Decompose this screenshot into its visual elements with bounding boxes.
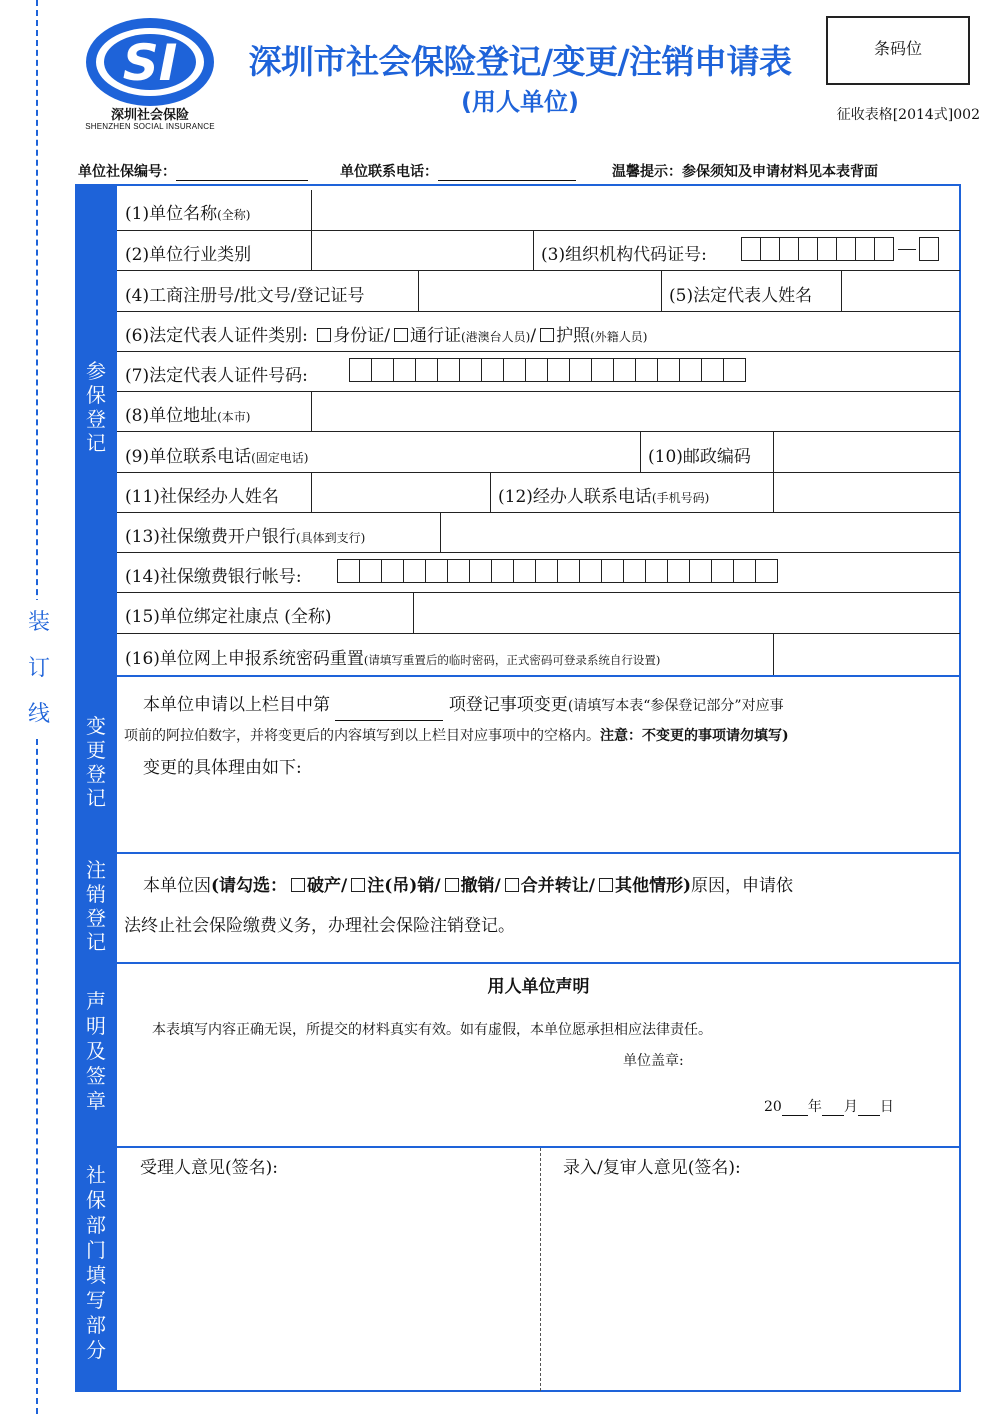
page-subtitle: (用人单位) — [461, 88, 579, 116]
section-label-char: 及 — [86, 1039, 106, 1063]
change-line-2 — [124, 720, 789, 751]
col-line — [311, 391, 312, 431]
field-industry-input[interactable] — [313, 232, 532, 269]
change-note: (请填写本表“参保登记部分”对应事 — [567, 698, 784, 714]
checkbox-other[interactable] — [599, 878, 613, 892]
row-line — [117, 472, 960, 473]
section-divider — [75, 675, 961, 677]
field-clinic-input[interactable] — [415, 594, 958, 632]
section-bar-cancel — [75, 853, 117, 963]
field-address-input[interactable] — [313, 393, 958, 430]
barcode-box: 条码位 — [826, 16, 970, 85]
change-reason-label: 变更的具体理由如下: — [143, 758, 302, 778]
section-bar-dept — [75, 1147, 117, 1392]
field-id-type-label: (6)法定代表人证件类别: — [125, 326, 308, 346]
option-note: (港澳台人员) — [460, 330, 531, 344]
col-line — [413, 592, 414, 633]
section-label-char: 签 — [86, 1064, 106, 1088]
section-label-char: 部 — [86, 1213, 106, 1237]
change-warning: 注意：不变更的事项请勿填写) — [600, 728, 789, 744]
review-opinion-label: 录入/复审人意见(签名): — [563, 1158, 741, 1178]
checkbox-merger[interactable] — [505, 878, 519, 892]
field-org-code-label: (3)组织机构代码证号: — [541, 245, 707, 265]
field-password-input[interactable] — [775, 635, 958, 673]
col-line — [773, 472, 774, 512]
logo-chinese-name: 深圳社会保险 — [110, 108, 189, 123]
section-divider — [75, 852, 961, 854]
date-line: 20 年 月 日 — [764, 1099, 894, 1115]
field-unit-name-input[interactable] — [313, 192, 958, 229]
option-note: (外籍人员) — [590, 330, 648, 344]
row-line — [117, 270, 960, 271]
col-line — [440, 512, 441, 552]
char-boxes[interactable] — [338, 559, 778, 583]
char-boxes[interactable] — [920, 237, 939, 261]
field-legal-rep-input[interactable] — [843, 272, 958, 310]
checkbox-pass[interactable] — [394, 328, 408, 342]
binding-char: 装 — [27, 610, 50, 635]
section-label-char: 更 — [86, 738, 106, 762]
row-line — [117, 311, 960, 312]
field-clinic-label: (15)单位绑定社康点 (全称) — [125, 607, 332, 627]
change-line-1 — [143, 690, 784, 721]
section-label-char: 部 — [86, 1313, 106, 1337]
section-label-char: 记 — [86, 786, 106, 810]
logo-english-name: SHENZHEN SOCIAL INSURANCE — [85, 122, 215, 131]
checkbox-passport[interactable] — [540, 328, 554, 342]
section-label-char: 变 — [86, 714, 106, 738]
row-line — [117, 552, 960, 553]
field-org-code-boxes[interactable] — [742, 237, 939, 261]
review-opinion-input[interactable] — [545, 1190, 955, 1385]
field-agent-phone-label: (12)经办人联系电话(手机号码) — [498, 487, 710, 507]
field-reg-no-input[interactable] — [420, 272, 660, 310]
field-unit-name-label: (1)单位名称(全称) — [125, 204, 251, 224]
section-label-char: 登 — [86, 762, 106, 786]
field-id-type-row — [125, 321, 647, 346]
accept-opinion-label: 受理人意见(签名): — [140, 1158, 278, 1178]
field-agent-name-input[interactable] — [313, 474, 489, 511]
section-label-char: 记 — [86, 431, 106, 455]
cancel-options: (请勾选： 破产/ 注(吊)销/ 撤销/ 合并转让/ 其他情形) — [211, 876, 692, 896]
field-bank-label: (13)社保缴费开户银行(具体到支行) — [125, 527, 366, 547]
section-bar-registration — [75, 184, 117, 676]
code-dash — [898, 249, 916, 250]
section-label — [75, 184, 117, 455]
section-label — [75, 1147, 117, 1363]
accept-opinion-input[interactable] — [120, 1190, 535, 1385]
change-note: 项前的阿拉伯数字，并将变更后的内容填写到以上栏目对应事项中的空格内。 — [124, 728, 600, 744]
section-label-char: 社 — [86, 1163, 106, 1187]
col-line — [311, 190, 312, 230]
change-reason-input[interactable] — [120, 785, 955, 849]
col-line — [661, 270, 662, 311]
char-boxes[interactable] — [742, 237, 894, 261]
section-label-char: 填 — [86, 1263, 106, 1287]
section-bar-change — [75, 676, 117, 853]
field-agent-name-label: (11)社保经办人姓名 — [125, 487, 279, 507]
cancel-line-1 — [143, 871, 793, 901]
field-postcode-label: (10)邮政编码 — [648, 447, 751, 467]
checkbox-id-card[interactable] — [317, 328, 331, 342]
section-label — [75, 853, 117, 954]
section-label-char: 注 — [86, 858, 106, 882]
option-label: 通行证 — [409, 326, 461, 346]
section-divider — [75, 962, 961, 964]
seal-label: 单位盖章: — [623, 1053, 684, 1069]
change-text: 项登记事项变更 — [448, 695, 568, 715]
section-label-char: 保 — [86, 383, 106, 407]
row-line — [117, 351, 960, 352]
field-agent-phone-input[interactable] — [775, 474, 958, 511]
field-password-label: (16)单位网上申报系统密码重置(请填写重置后的临时密码，正式密码可登录系统自行设置) — [125, 649, 661, 669]
unit-phone-field[interactable] — [340, 161, 576, 181]
section-label-char: 明 — [86, 1014, 106, 1038]
unit-no-label: 单位社保编号： — [78, 164, 176, 180]
section-label-char: 门 — [86, 1238, 106, 1262]
form-code: 征收表格[2014式]002 — [836, 107, 980, 123]
field-industry-label: (2)单位行业类别 — [125, 245, 252, 265]
unit-no-field[interactable] — [78, 161, 308, 181]
row-line — [117, 431, 960, 432]
section-label-char: 分 — [86, 1338, 106, 1362]
row-line — [117, 230, 960, 231]
section-label-char: 参 — [86, 359, 106, 383]
field-account-label: (14)社保缴费银行帐号: — [125, 567, 302, 587]
section-label-char: 声 — [86, 989, 106, 1013]
unit-phone-label: 单位联系电话： — [340, 164, 438, 180]
day-blank[interactable] — [858, 1101, 880, 1116]
field-postcode-input[interactable] — [775, 433, 958, 471]
field-id-no-label: (7)法定代表人证件号码: — [125, 366, 308, 386]
col-line — [533, 230, 534, 270]
col-line — [490, 472, 491, 512]
year-blank[interactable] — [782, 1101, 808, 1116]
checkbox-revoked[interactable] — [351, 878, 365, 892]
field-id-no-boxes[interactable] — [350, 358, 746, 382]
change-item-blank[interactable] — [335, 702, 443, 721]
section-bar-declaration — [75, 963, 117, 1147]
field-unit-phone-label: (9)单位联系电话(固定电话) — [125, 447, 309, 467]
page-title: 深圳市社会保险登记/变更/注销申请表 — [248, 42, 792, 81]
col-line — [773, 633, 774, 675]
field-bank-input[interactable] — [442, 514, 958, 551]
binding-line-label — [24, 600, 54, 738]
section-label-char: 登 — [86, 906, 106, 930]
row-line — [117, 633, 960, 634]
option-sep: / — [530, 326, 537, 346]
section-label-char: 登 — [86, 407, 106, 431]
col-line — [311, 472, 312, 512]
tip-text: 温馨提示：参保须知及申请材料见本表背面 — [612, 164, 878, 180]
col-line — [640, 431, 641, 472]
binding-char: 线 — [27, 702, 50, 727]
cancel-text: 原因，申请依 — [691, 876, 794, 896]
section-label-char: 保 — [86, 1188, 106, 1212]
cancel-text: 本单位因 — [143, 876, 211, 896]
col-line — [773, 431, 774, 472]
col-line — [841, 270, 842, 311]
section-label-char: 记 — [86, 930, 106, 954]
option-label: 护照 — [556, 326, 591, 346]
month-blank[interactable] — [822, 1101, 844, 1116]
section-label — [75, 676, 117, 810]
col-line — [418, 270, 419, 311]
logo-mark: SI — [122, 34, 178, 92]
checkbox-bankrupt[interactable] — [291, 878, 305, 892]
section-label-char: 销 — [86, 882, 106, 906]
section-label — [75, 963, 117, 1114]
unit-phone-blank[interactable] — [438, 166, 576, 181]
section-divider — [75, 1146, 961, 1148]
row-line — [117, 592, 960, 593]
field-address-label: (8)单位地址(本市) — [125, 406, 251, 426]
unit-no-blank[interactable] — [176, 166, 308, 181]
change-text: 本单位申请以上栏目中第 — [143, 695, 330, 715]
cancel-line-2: 法终止社会保险缴费义务，办理社会保险注销登记。 — [124, 916, 515, 936]
declaration-text: 本表填写内容正确无误，所提交的材料真实有效。如有虚假，本单位愿承担相应法律责任。 — [152, 1022, 712, 1038]
field-reg-no-label: (4)工商注册号/批文号/登记证号 — [125, 286, 365, 306]
section-label-char: 章 — [86, 1089, 106, 1113]
section-label-char: 写 — [86, 1288, 106, 1312]
row-line — [117, 512, 960, 513]
declaration-title: 用人单位声明 — [487, 977, 590, 997]
row-line — [117, 391, 960, 392]
char-boxes[interactable] — [350, 358, 746, 382]
option-label: 身份证/ — [333, 326, 390, 346]
dept-divider — [540, 1148, 541, 1391]
field-legal-rep-label: (5)法定代表人姓名 — [669, 286, 813, 306]
binding-char: 订 — [27, 656, 50, 681]
checkbox-cancelled[interactable] — [445, 878, 459, 892]
field-account-boxes[interactable] — [338, 559, 778, 583]
col-line — [311, 230, 312, 270]
